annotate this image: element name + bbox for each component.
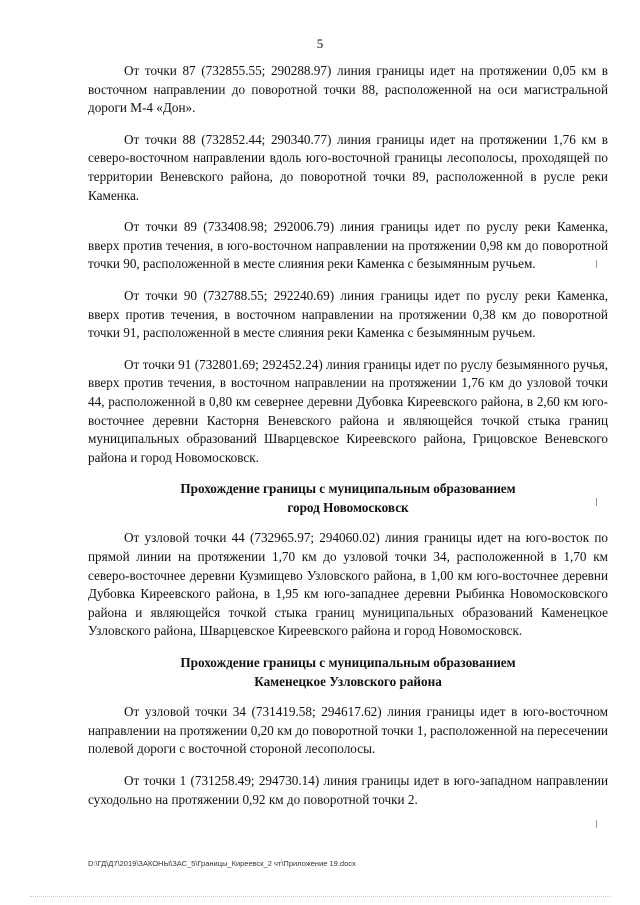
paragraph-point-90: От точки 90 (732788.55; 292240.69) линия границы идет по руслу реки Каменка, вверх против течения, в восточном направлении на протяжении 0,38 км до поворотной точки 91, расположенной в месте слияния реки Каменка с безымянным ручьем.	[88, 287, 608, 341]
page-number: 5	[316, 36, 324, 51]
heading-line: Прохождение границы с муниципальным образованием	[180, 655, 516, 671]
section-heading-kamenetskoe	[88, 654, 608, 691]
scan-edge-line	[30, 895, 610, 897]
scan-artifact	[596, 260, 597, 268]
file-path-footer: D:\ГД\Д7\2019\ЗАКОНЫ\ЗАС_5\Границы_Киреевск_2 чт\Приложение 19.docx	[88, 859, 356, 868]
heading-line: Прохождение границы с муниципальным образованием	[180, 481, 516, 497]
paragraph-point-87: От точки 87 (732855.55; 290288.97) линия границы идет на протяжении 0,05 км в восточном направлении до поворотной точки 88, расположенной на оси магистральной дороги М-4 «Дон».	[88, 63, 608, 116]
heading-line: город Новомосковск	[287, 499, 409, 515]
paragraph-point-91: От точки 91 (732801.69; 292452.24) линия границы идет по руслу безымянного ручья, вверх против течения, в восточном направлении на протяжении 1,76 км до узловой точки 44, расположенной в 0,80 км севернее деревни Дубовка Киреевского района, в 2,60 км юго-восточнее деревни Касторня Веневского района и являющейся точкой стыка границ муниципальных образований Шварцевское Киреевского района, Грицовское Веневского района и город Новомосковск.	[88, 356, 608, 465]
heading-line: Каменецкое Узловского района	[254, 673, 442, 689]
scan-artifact	[596, 498, 597, 506]
scan-artifact	[596, 820, 597, 828]
section-heading-novomoskovsk	[88, 480, 608, 517]
document-body	[88, 62, 608, 822]
paragraph-node-34: От узловой точки 34 (731419.58; 294617.62) линия границы идет в юго-восточном направлении на протяжении 0,20 км до поворотной точки 1, расположенной на пересечении полевой дороги с восточной стороной лесополосы.	[88, 704, 608, 757]
paragraph-node-44: От узловой точки 44 (732965.97; 294060.02) линия границы идет на юго-восток по прямой линии на протяжении 1,70 км до узловой точки 34, расположенной в 1,70 км северо-восточнее деревни Кузмищево Узловского района, в 1,00 км юго-восточнее деревни Дубовка Киреевского района, в 1,95 км юго-западнее деревни Рыбинка Новомосковского района и являющейся точкой стыка границ муниципальных образований Каменецкое Узловского района, Шварцевское Киреевского района и город Новомосковск.	[88, 530, 608, 639]
paragraph-point-89: От точки 89 (733408.98; 292006.79) линия границы идет по руслу реки Каменка, вверх против течения, в юго-восточном направлении на протяжении 0,98 км до поворотной точки 90, расположенной в месте слияния реки Каменка с безымянным ручьем.	[88, 219, 608, 272]
paragraph-point-88: От точки 88 (732852.44; 290340.77) линия границы идет на протяжении 1,76 км в северо-восточном направлении вдоль юго-восточной границы лесополосы, проходящей по территории Веневского района, до поворотной точки 89, расположенной в русле реки Каменка.	[88, 131, 608, 203]
paragraph-point-1: От точки 1 (731258.49; 294730.14) линия границы идет в юго-западном направлении суходольно на протяжении 0,92 км до поворотной точки 2.	[88, 773, 608, 807]
